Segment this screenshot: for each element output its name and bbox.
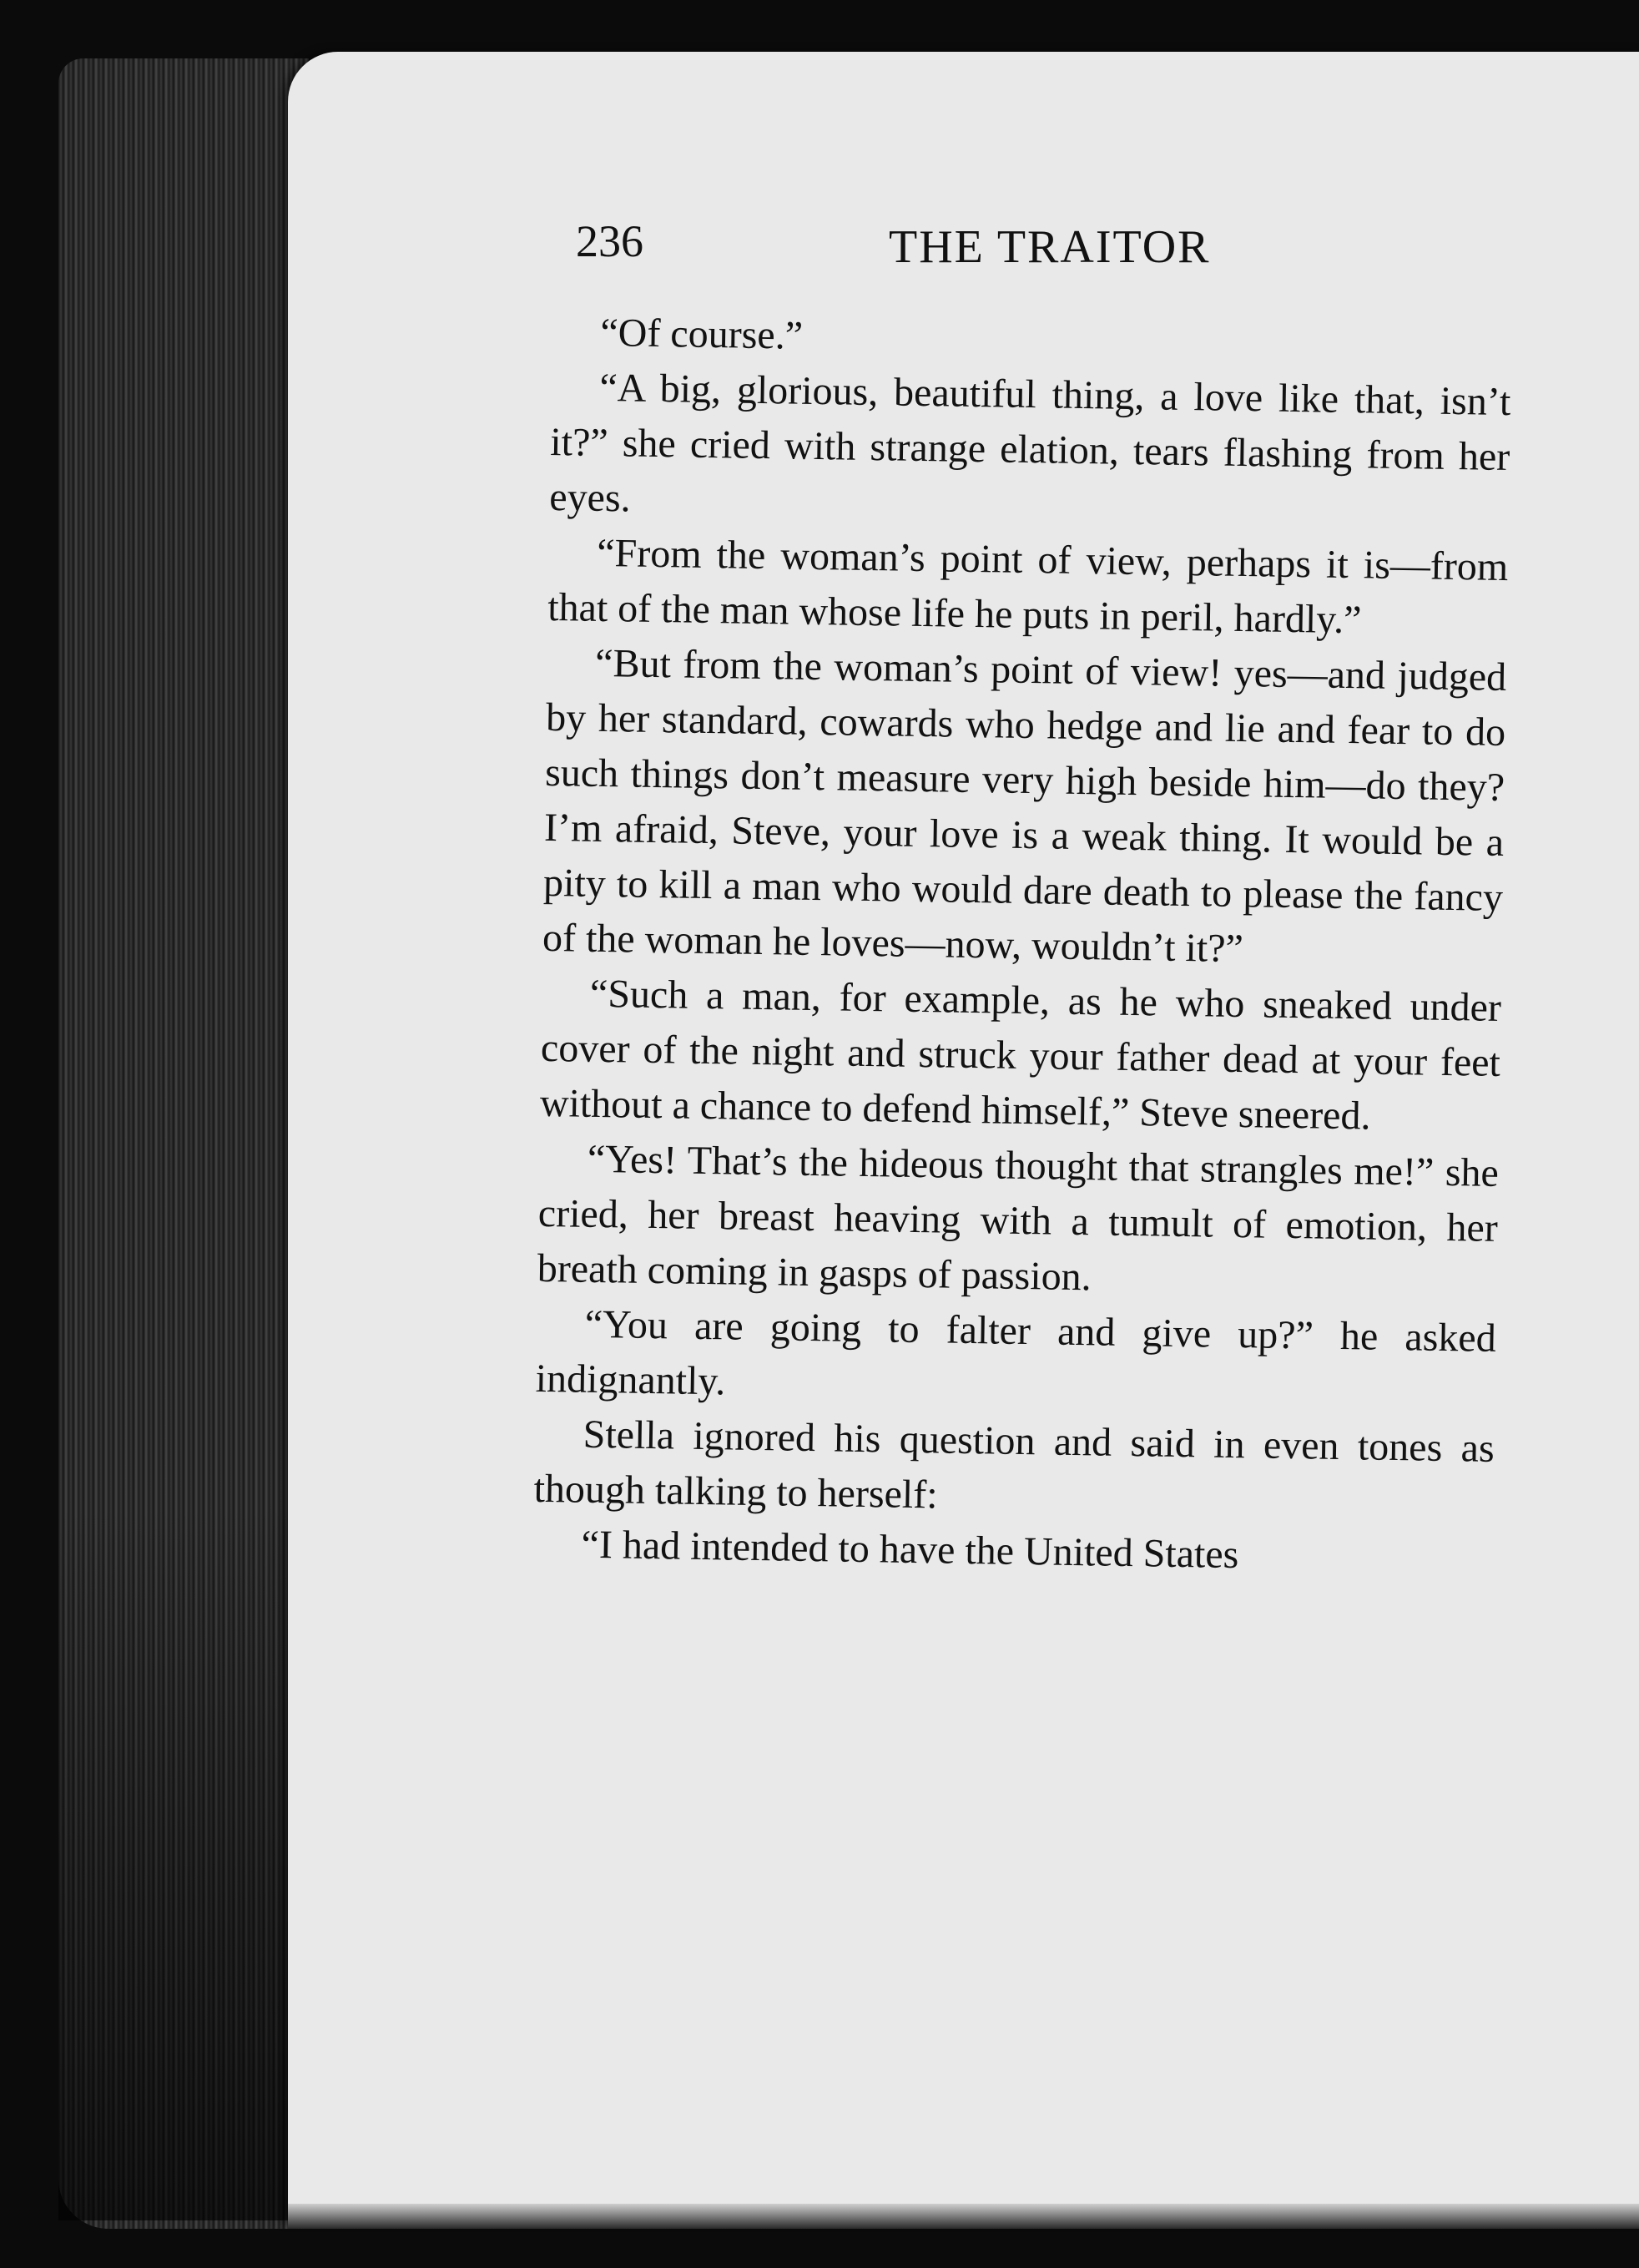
paragraph: Stella ignored his question and said in even tones as though talking to herself: <box>533 1412 1495 1518</box>
book-title: THE TRAITOR <box>889 221 1211 273</box>
running-head <box>576 215 1510 282</box>
page-bottom-edge <box>288 2204 1639 2229</box>
paragraph: “From the woman’s point of view, perhaps it is—from that of the man whose life he puts in peril, hardly.” <box>547 530 1509 643</box>
body-text <box>532 305 1512 1587</box>
paragraph: “Such a man, for example, as he who sneaked under cover of the night and struck your father dead at your feet without a chance to defend himself,” Steve sneered. <box>539 971 1502 1139</box>
paragraph: “I had intended to have the United States <box>581 1522 1239 1578</box>
book-edge-shadow <box>58 1503 309 2220</box>
paragraph: “Of course.” <box>600 310 804 358</box>
page-number: 236 <box>576 216 643 266</box>
paragraph: “You are going to falter and give up?” he asked indignantly. <box>535 1301 1497 1404</box>
paragraph: “Yes! That’s the hideous thought that strangles me!” she cried, her breast heaving with a tumult of emotion, her breath coming in gasps of passion. <box>537 1136 1500 1300</box>
paragraph: “A big, glorious, beautiful thing, a love like that, isn’t it?” she cried with strange elation, tears flashing from her eyes. <box>548 365 1511 521</box>
paragraph: “But from the woman’s point of view! yes—and judged by her standard, cowards who hedge and lie and fear to do such things don’t measure very high beside him—do they? I’m afraid, Steve, your love is a weak thing. It would be a pity to kill a man who would dare death to please the fancy of the woman he loves—now, wouldn’t it?” <box>542 640 1507 972</box>
